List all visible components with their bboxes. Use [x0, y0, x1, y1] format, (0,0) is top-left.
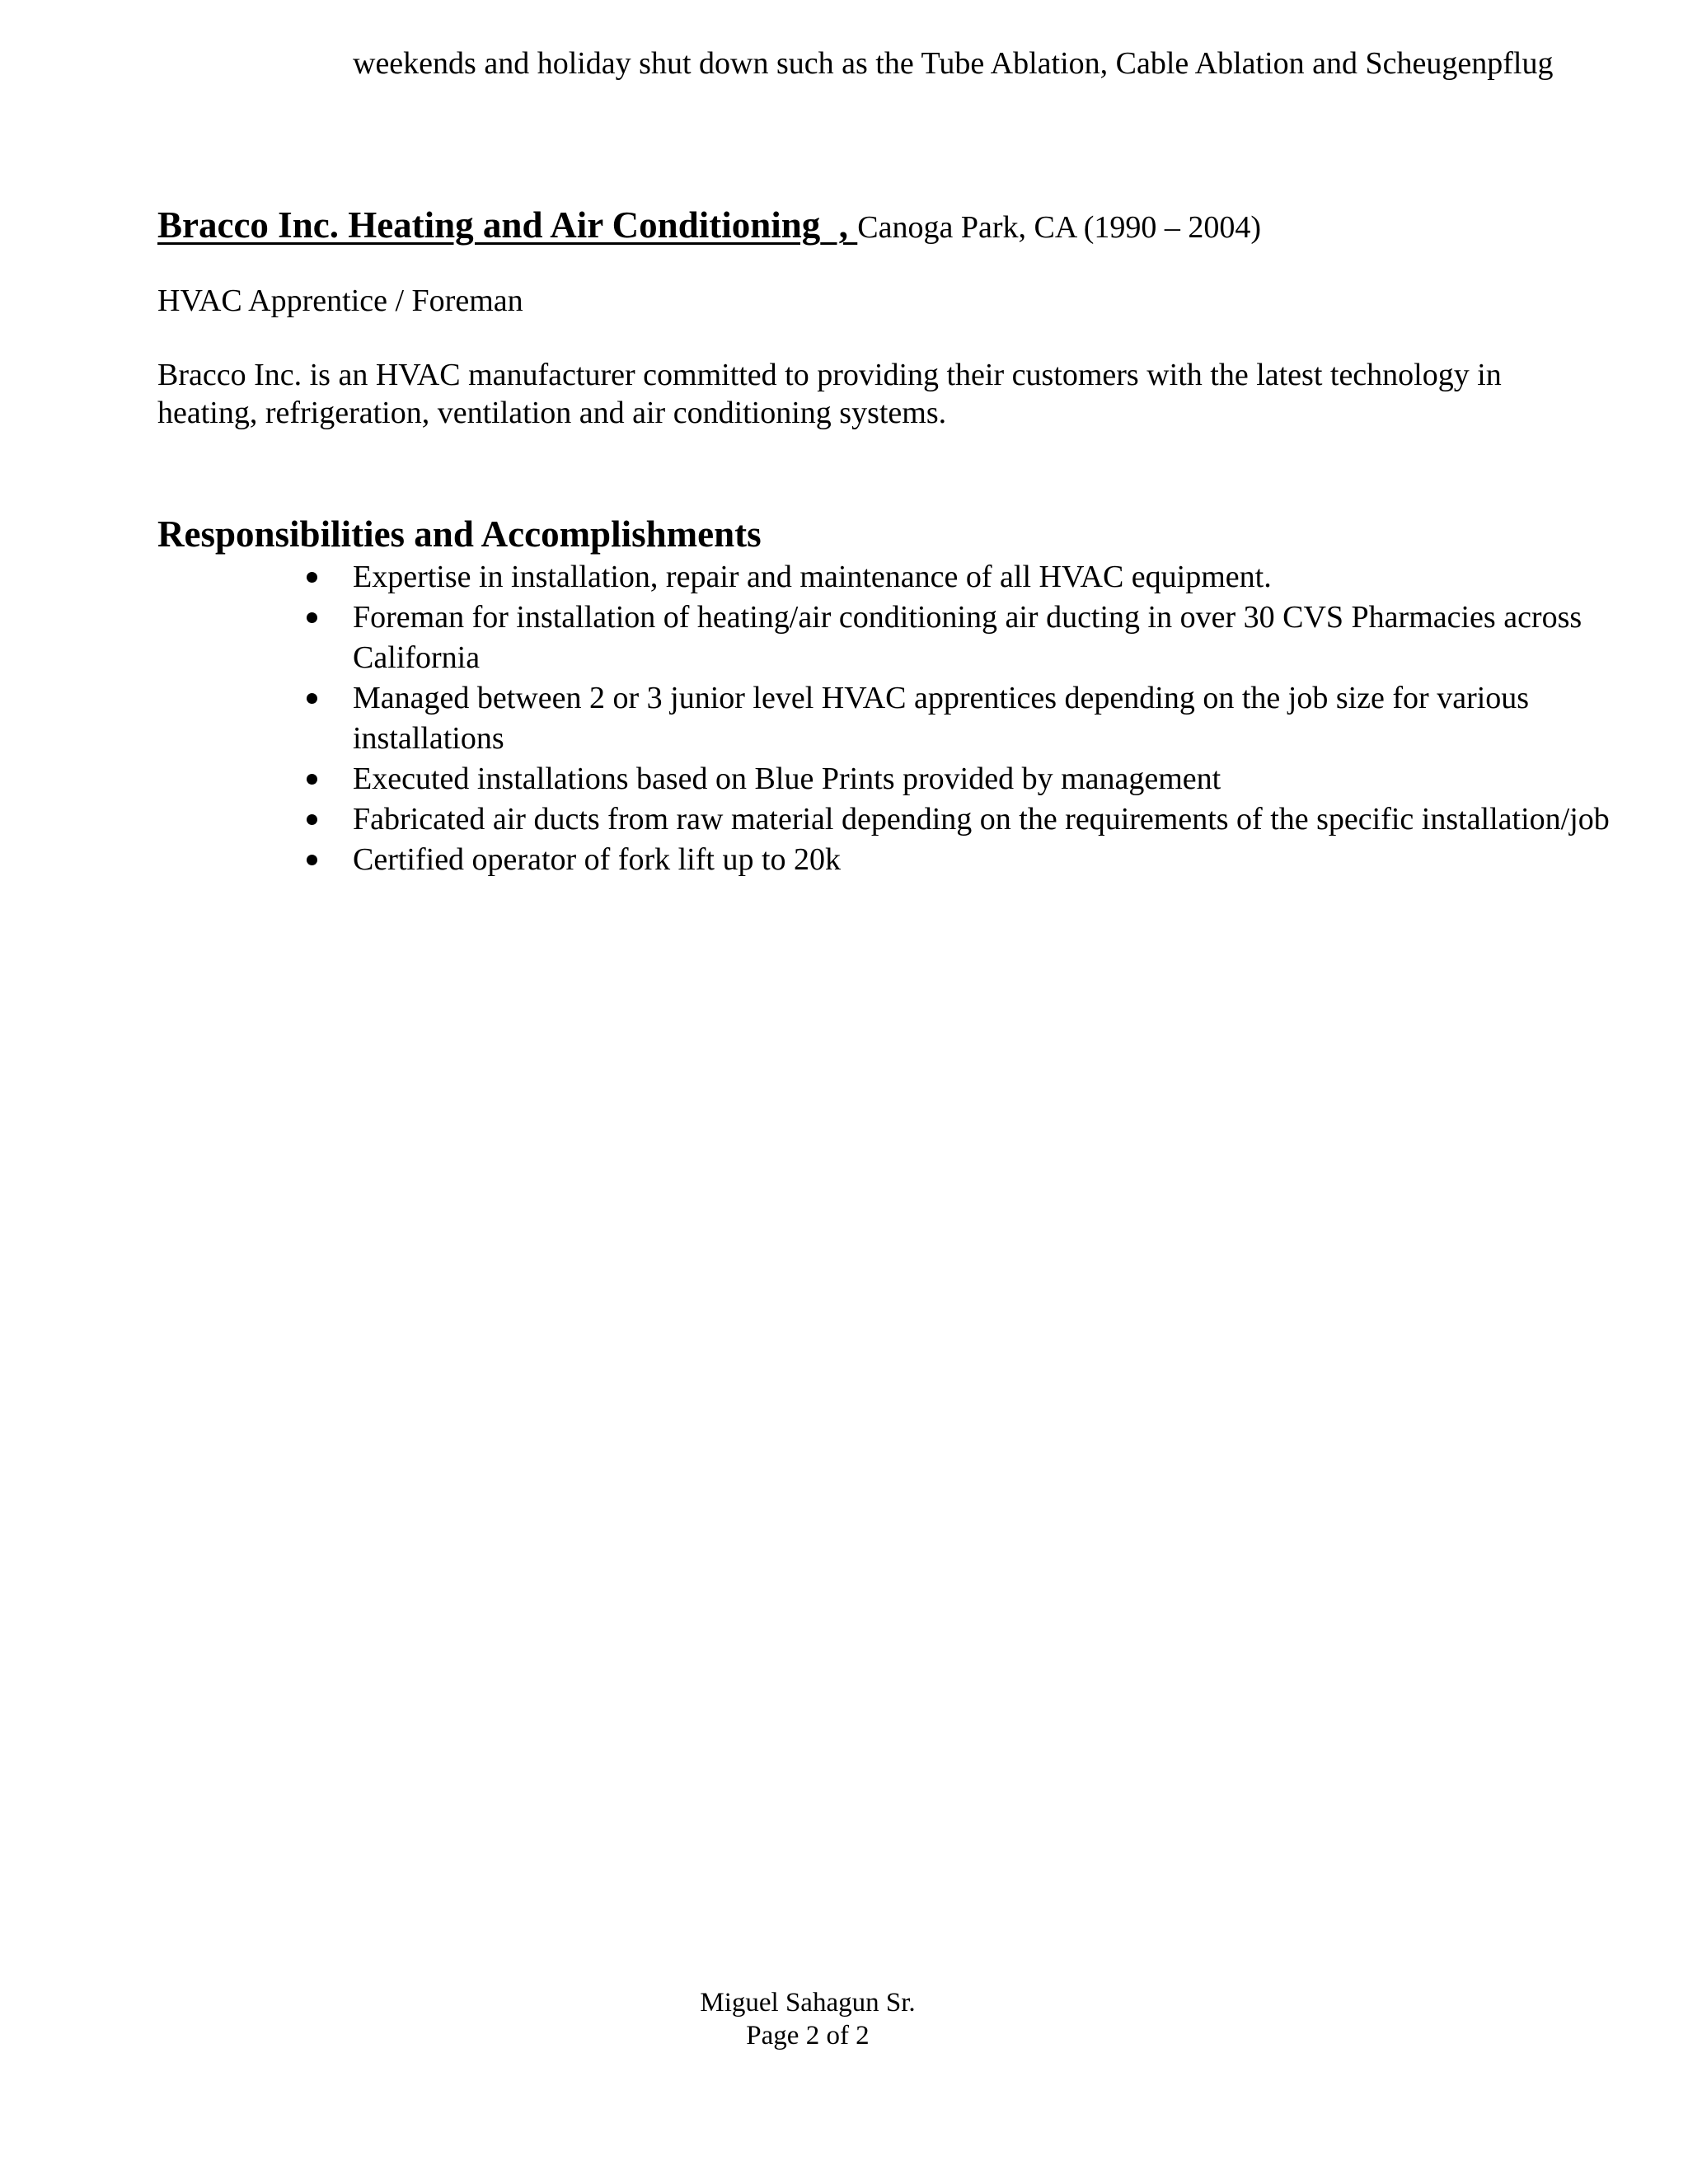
bullet-icon — [307, 814, 317, 825]
list-item-text: Executed installations based on Blue Prints provided by management — [353, 762, 1221, 796]
employer-separator: , — [820, 204, 858, 246]
bullet-icon — [307, 572, 317, 583]
employer-name: Bracco Inc. Heating and Air Conditioning — [157, 204, 821, 246]
footer-page-number: Page 2 of 2 — [746, 2021, 870, 2050]
list-item — [297, 799, 1615, 840]
bullet-icon — [307, 612, 317, 623]
list-item-text: Certified operator of fork lift up to 20k — [353, 842, 842, 877]
employer-heading — [157, 201, 1261, 251]
list-item — [297, 840, 1615, 880]
company-description: Bracco Inc. is an HVAC manufacturer committed to providing their customers with the latest technology in heating, refrigeration, ventilation and air conditioning systems. — [157, 358, 1502, 430]
employer-location-dates: Canoga Park, CA (1990 – 2004) — [857, 210, 1261, 245]
list-item-text: Fabricated air ducts from raw material depending on the requirements of the specific installation/job — [353, 802, 1610, 837]
responsibilities-list — [297, 557, 1615, 880]
list-item — [297, 557, 1615, 598]
list-item — [297, 759, 1615, 799]
job-title: HVAC Apprentice / Foreman — [157, 284, 523, 318]
page-footer — [0, 1986, 1615, 2052]
list-item-text: Foreman for installation of heating/air conditioning air ducting in over 30 CVS Pharmacies across California — [353, 600, 1582, 675]
carry-over-text: weekends and holiday shut down such as the Tube Ablation, Cable Ablation and Scheugenpflug — [353, 46, 1554, 81]
list-item-text: Managed between 2 or 3 junior level HVAC apprentices depending on the job size for various installations — [353, 681, 1530, 756]
footer-author-name: Miguel Sahagun Sr. — [700, 1988, 916, 2018]
responsibilities-heading: Responsibilities and Accomplishments — [157, 513, 762, 555]
bullet-icon — [307, 855, 317, 865]
list-item-text: Expertise in installation, repair and maintenance of all HVAC equipment. — [353, 560, 1272, 594]
list-item — [297, 678, 1615, 759]
bullet-icon — [307, 693, 317, 704]
list-item — [297, 598, 1615, 678]
bullet-icon — [307, 774, 317, 785]
